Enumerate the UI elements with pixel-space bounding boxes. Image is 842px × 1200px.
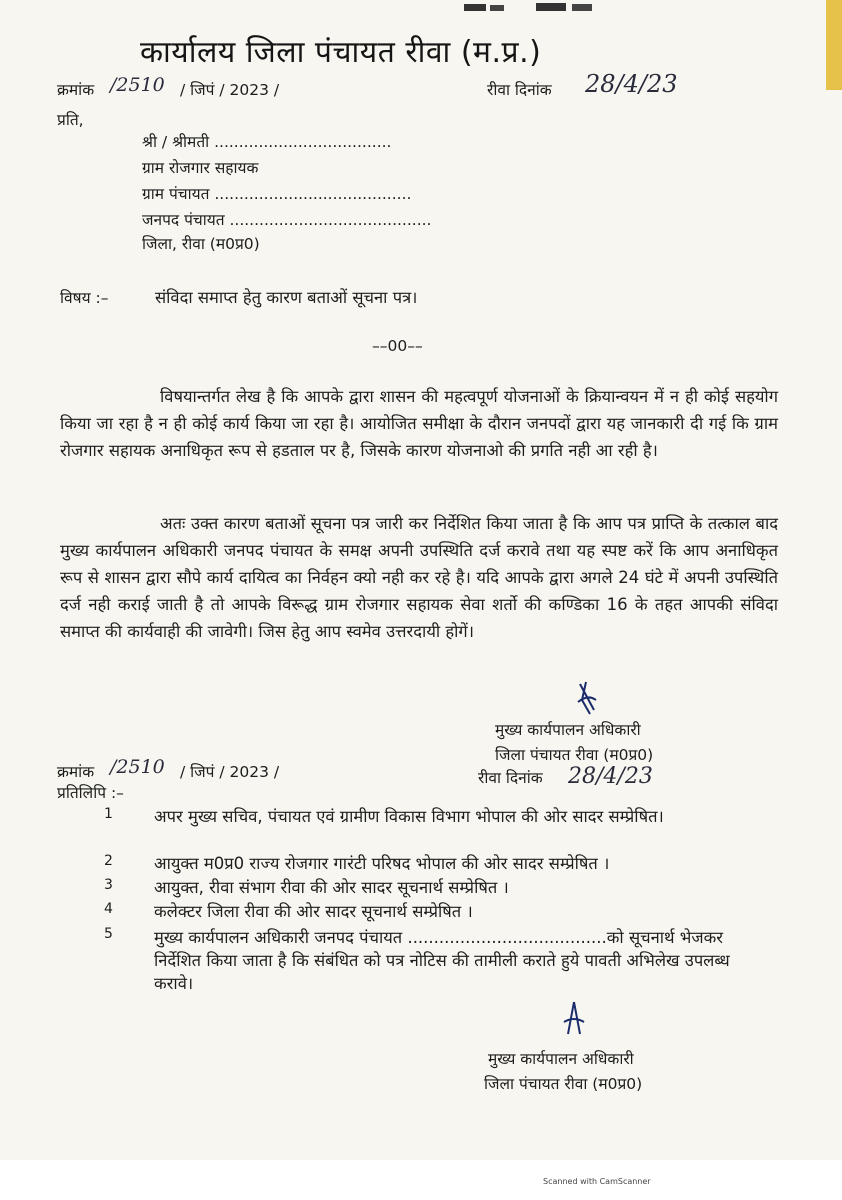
body-paragraph-2: अतः उक्त कारण बताओं सूचना पत्र जारी कर निर्देशित किया जाता है कि आप पत्र प्राप्ति के तत्काल बाद मुख्य कार्यपालन अधिकारी जनपद पंचायत के समक्ष अपनी उपस्थिति दर्ज करावे तथा यह स्पष्ट करें कि आप अनाधिकृत रूप से शासन द्वारा सौपे कार्य दायित्व का निर्वहन क्यो नही कर रहे है। यदि आपके द्वारा अगले 24 घंटे में अपनी उपस्थिति दर्ज नही कराई जाती है तो आपके विरूद्ध ग्राम रोजगार सहायक सेवा शर्तो की कण्डिका 16 के तहत आपकी संविदा समाप्त की कार्यवाही की जावेगी। जिस हेतु आप स्वमेव उत्तरदायी होगें। xyxy=(60,514,778,641)
signature-mark-1 xyxy=(572,680,602,720)
ref2-number-label: क्रमांक xyxy=(57,763,95,781)
ref-number-handwritten: /2510 xyxy=(110,74,165,96)
copy-item-3-number: 3 xyxy=(104,877,113,893)
scanner-watermark: Scanned with CamScanner xyxy=(543,1177,651,1186)
ref2-date-handwritten: 28/4/23 xyxy=(568,764,653,789)
top-edge-text-fragment xyxy=(460,0,600,14)
copy-label: प्रतिलिपि :– xyxy=(57,784,124,802)
subject-text: संविदा समाप्त हेतु कारण बताओं सूचना पत्र। xyxy=(155,288,418,307)
ref2-dept: / जिपं / 2023 / xyxy=(180,763,280,781)
copy-item-5-number: 5 xyxy=(104,926,113,942)
separator: ––00–– xyxy=(372,337,423,355)
addressee-gram-panchayat: ग्राम पंचायत ........................................ xyxy=(142,185,412,203)
copy-item-4-text: कलेक्टर जिला रीवा की ओर सादर सूचनार्थ सम्प्रेषित । xyxy=(154,902,473,921)
addressee-role: ग्राम रोजगार सहायक xyxy=(142,159,259,177)
copy-item-2-number: 2 xyxy=(104,853,113,869)
copy-item-4-number: 4 xyxy=(104,901,113,917)
addressee-name: श्री / श्रीमती .................................... xyxy=(142,133,392,151)
office-title: कार्यालय जिला पंचायत रीवा (म.प्र.) xyxy=(140,35,542,70)
addressee-district: जिला, रीवा (म0प्र0) xyxy=(142,235,260,253)
ref2-number-handwritten: /2510 xyxy=(110,756,165,778)
copy-item-1-number: 1 xyxy=(104,806,113,822)
addressee-janpad-panchayat: जनपद पंचायत ......................................... xyxy=(142,211,432,229)
scan-footer xyxy=(0,1160,842,1200)
signature-2-office: जिला पंचायत रीवा (म0प्र0) xyxy=(484,1075,643,1093)
copy-item-3-text: आयुक्त, रीवा संभाग रीवा की ओर सादर सूचनार्थ सम्प्रेषित । xyxy=(154,878,509,897)
ref2-date-label: रीवा दिनांक xyxy=(478,769,543,787)
copy-item-1-text: अपर मुख्य सचिव, पंचायत एवं ग्रामीण विकास विभाग भोपाल की ओर सादर सम्प्रेषित। xyxy=(154,807,664,826)
signature-1-office: जिला पंचायत रीवा (म0प्र0) xyxy=(495,746,654,764)
signature-mark-2 xyxy=(560,1000,588,1040)
subject-label: विषय :– xyxy=(60,289,109,307)
ref-dept: / जिपं / 2023 / xyxy=(180,81,280,99)
body-paragraph-1: विषयान्तर्गत लेख है कि आपके द्वारा शासन की महत्वपूर्ण योजनाओं के क्रियान्वयन में न ही कोई सहयोग किया जा रहा है न ही कोई कार्य किया जा रहा है। आयोजित समीक्षा के दौरान जनपदों द्वारा यह जानकारी दी गई कि ग्राम रोजगार सहायक अनाधिकृत रूप से हडताल पर है, जिसके कारण योजनाओ की प्रगति नही आ रही है। xyxy=(60,387,778,460)
prati-label: प्रति, xyxy=(57,111,84,129)
copy-item-2-text: आयुक्त म0प्र0 राज्य रोजगार गारंटी परिषद भोपाल की ओर सादर सम्प्रेषित । xyxy=(154,854,610,873)
copy-item-5-text: मुख्य कार्यपालन अधिकारी जनपद पंचायत ......................................को सूचनार्थ भेजकर निर्देशित किया जाता है कि संबंधित को पत्र नोटिस की तामीली कराते हुये पावती अभिलेख उपलब्ध करावे। xyxy=(154,928,730,993)
adjacent-page-edge xyxy=(826,0,842,90)
date-label: रीवा दिनांक xyxy=(487,81,552,99)
signature-2-designation: मुख्य कार्यपालन अधिकारी xyxy=(488,1050,634,1068)
signature-1-designation: मुख्य कार्यपालन अधिकारी xyxy=(495,721,641,739)
ref-number-label: क्रमांक xyxy=(57,81,95,99)
date-handwritten: 28/4/23 xyxy=(585,70,678,98)
